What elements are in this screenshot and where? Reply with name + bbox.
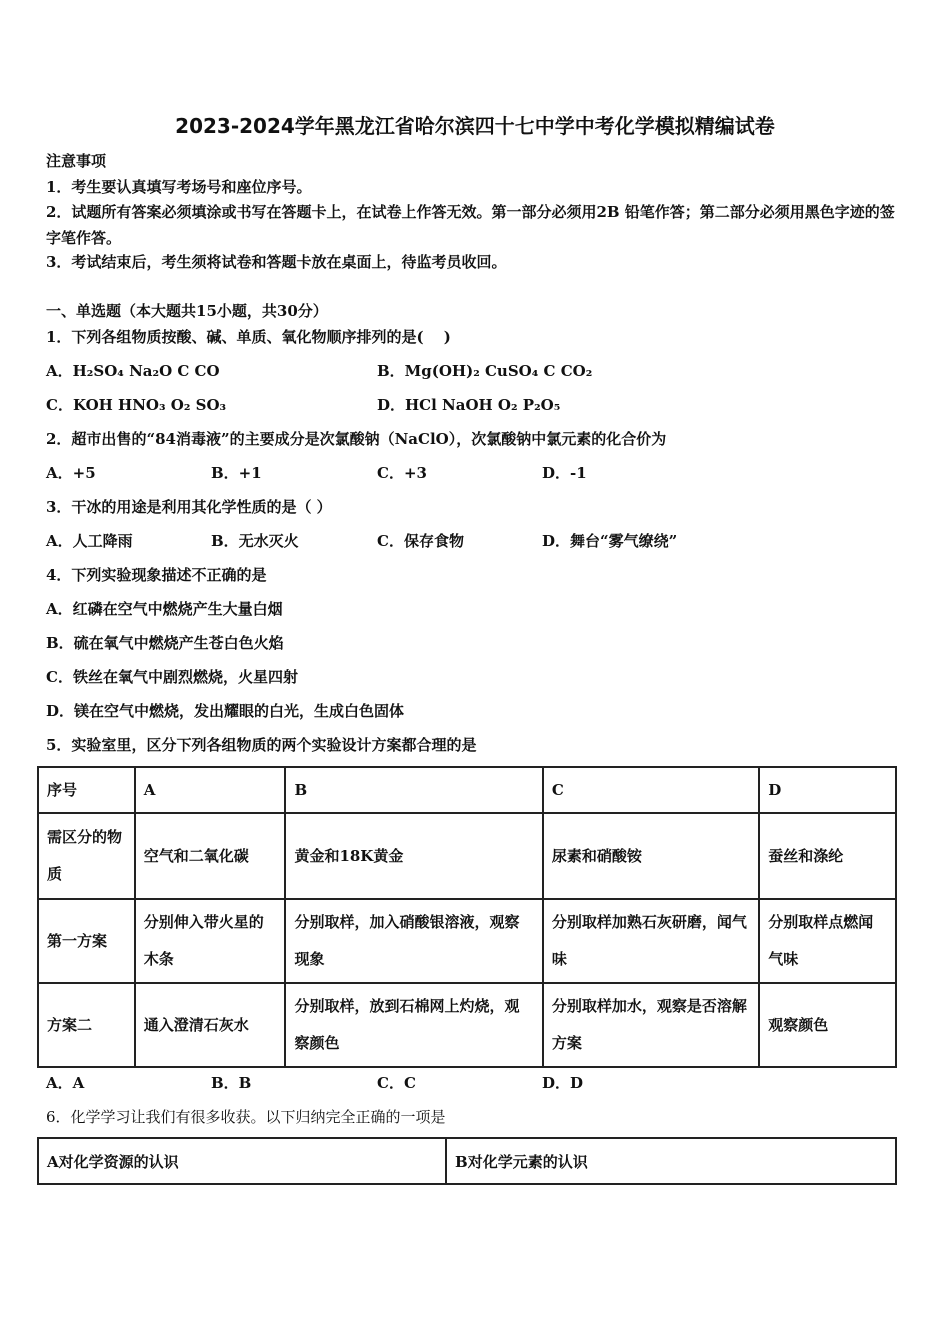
table-cell: D	[759, 767, 896, 813]
q5-option-c: C．C	[377, 1074, 416, 1092]
table-cell: 方案二	[38, 983, 135, 1067]
table-header-row	[38, 1138, 896, 1184]
q3-option-c: C．保存食物	[377, 532, 464, 550]
table-cell: 通入澄清石灰水	[135, 983, 286, 1067]
q2-option-b: B．+1	[211, 464, 262, 482]
q5-option-d: D．D	[542, 1074, 584, 1092]
table-row	[38, 899, 896, 983]
table-cell: 第一方案	[38, 899, 135, 983]
question-3-options	[46, 530, 906, 552]
question-3-stem: 3．干冰的用途是利用其化学性质的是（ ）	[46, 498, 332, 516]
question-2-options	[46, 462, 906, 484]
q1-option-d: D．HCl NaOH O₂ P₂O₅	[377, 396, 561, 414]
q3-option-d: D．舞台“雾气缭绕”	[542, 532, 678, 550]
q4-option-c: C．铁丝在氧气中剧烈燃烧，火星四射	[46, 668, 298, 686]
q3-option-b: B．无水灭火	[211, 532, 299, 550]
table-cell: A对化学资源的认识	[38, 1138, 446, 1184]
q1-option-a: A．H₂SO₄ Na₂O C CO	[46, 362, 220, 380]
notice-item-2: 2．试题所有答案必须填涂或书写在答题卡上，在试卷上作答无效。第一部分必须用2B 铅笔作答；第二部分必须用黑色字迹的签字笔作答。	[46, 203, 895, 247]
table-cell: 分别取样点燃闻气味	[759, 899, 896, 983]
question-1-stem: 1．下列各组物质按酸、碱、单质、氧化物顺序排列的是( )	[46, 328, 451, 346]
q2-option-a: A．+5	[46, 464, 96, 482]
q3-option-a: A．人工降雨	[46, 532, 133, 550]
table-row	[38, 813, 896, 899]
q2-option-d: D．-1	[542, 464, 587, 482]
q1-option-b: B．Mg(OH)₂ CuSO₄ C CO₂	[377, 362, 593, 380]
notice-heading: 注意事项	[46, 152, 107, 170]
q4-option-b: B．硫在氧气中燃烧产生苍白色火焰	[46, 634, 284, 652]
question-4-stem: 4．下列实验现象描述不正确的是	[46, 566, 267, 584]
question-2-stem: 2．超市出售的“84消毒液”的主要成分是次氯酸钠（NaClO），次氯酸钠中氯元素的化合价为	[46, 430, 667, 448]
section-heading: 一、单选题（本大题共15小题，共30分）	[46, 302, 328, 320]
question-6-table	[37, 1137, 897, 1185]
table-cell: 观察颜色	[759, 983, 896, 1067]
q4-option-a: A．红磷在空气中燃烧产生大量白烟	[46, 600, 283, 618]
table-cell: 序号	[38, 767, 135, 813]
table-cell: 分别取样，放到石棉网上灼烧，观察颜色	[285, 983, 542, 1067]
table-cell: 蚕丝和涤纶	[759, 813, 896, 899]
q4-option-d: D．镁在空气中燃烧，发出耀眼的白光，生成白色固体	[46, 702, 405, 720]
table-cell: 分别取样加熟石灰研磨，闻气味	[543, 899, 759, 983]
table-cell: 需区分的物质	[38, 813, 135, 899]
notice-item-1: 1．考生要认真填写考场号和座位序号。	[46, 178, 312, 196]
question-5-options	[46, 1072, 906, 1094]
q2-option-c: C．+3	[377, 464, 427, 482]
table-row	[38, 983, 896, 1067]
table-cell: A	[135, 767, 286, 813]
question-1-options-row-2	[46, 394, 906, 416]
table-cell: C	[543, 767, 759, 813]
question-5-stem: 5．实验室里，区分下列各组物质的两个实验设计方案都合理的是	[46, 736, 477, 754]
q5-option-b: B．B	[211, 1074, 252, 1092]
table-header-row	[38, 767, 896, 813]
table-cell: 空气和二氧化碳	[135, 813, 286, 899]
table-cell: 黄金和18K黄金	[285, 813, 542, 899]
table-cell: B	[285, 767, 542, 813]
table-cell: 分别伸入带火星的木条	[135, 899, 286, 983]
q1-option-c: C．KOH HNO₃ O₂ SO₃	[46, 396, 227, 414]
table-cell: 尿素和硝酸铵	[543, 813, 759, 899]
q5-option-a: A．A	[46, 1074, 85, 1092]
table-cell: B对化学元素的认识	[446, 1138, 896, 1184]
notice-item-3: 3．考试结束后，考生须将试卷和答题卡放在桌面上，待监考员收回。	[46, 253, 507, 271]
question-5-table	[37, 766, 897, 1068]
page-title: 2023-2024学年黑龙江省哈尔滨四十七中学中考化学模拟精编试卷	[175, 114, 775, 138]
question-6-stem: 6．化学学习让我们有很多收获。以下归纳完全正确的一项是	[46, 1108, 446, 1126]
table-cell: 分别取样加水，观察是否溶解方案	[543, 983, 759, 1067]
table-cell: 分别取样，加入硝酸银溶液，观察现象	[285, 899, 542, 983]
question-1-options-row-1	[46, 360, 906, 382]
